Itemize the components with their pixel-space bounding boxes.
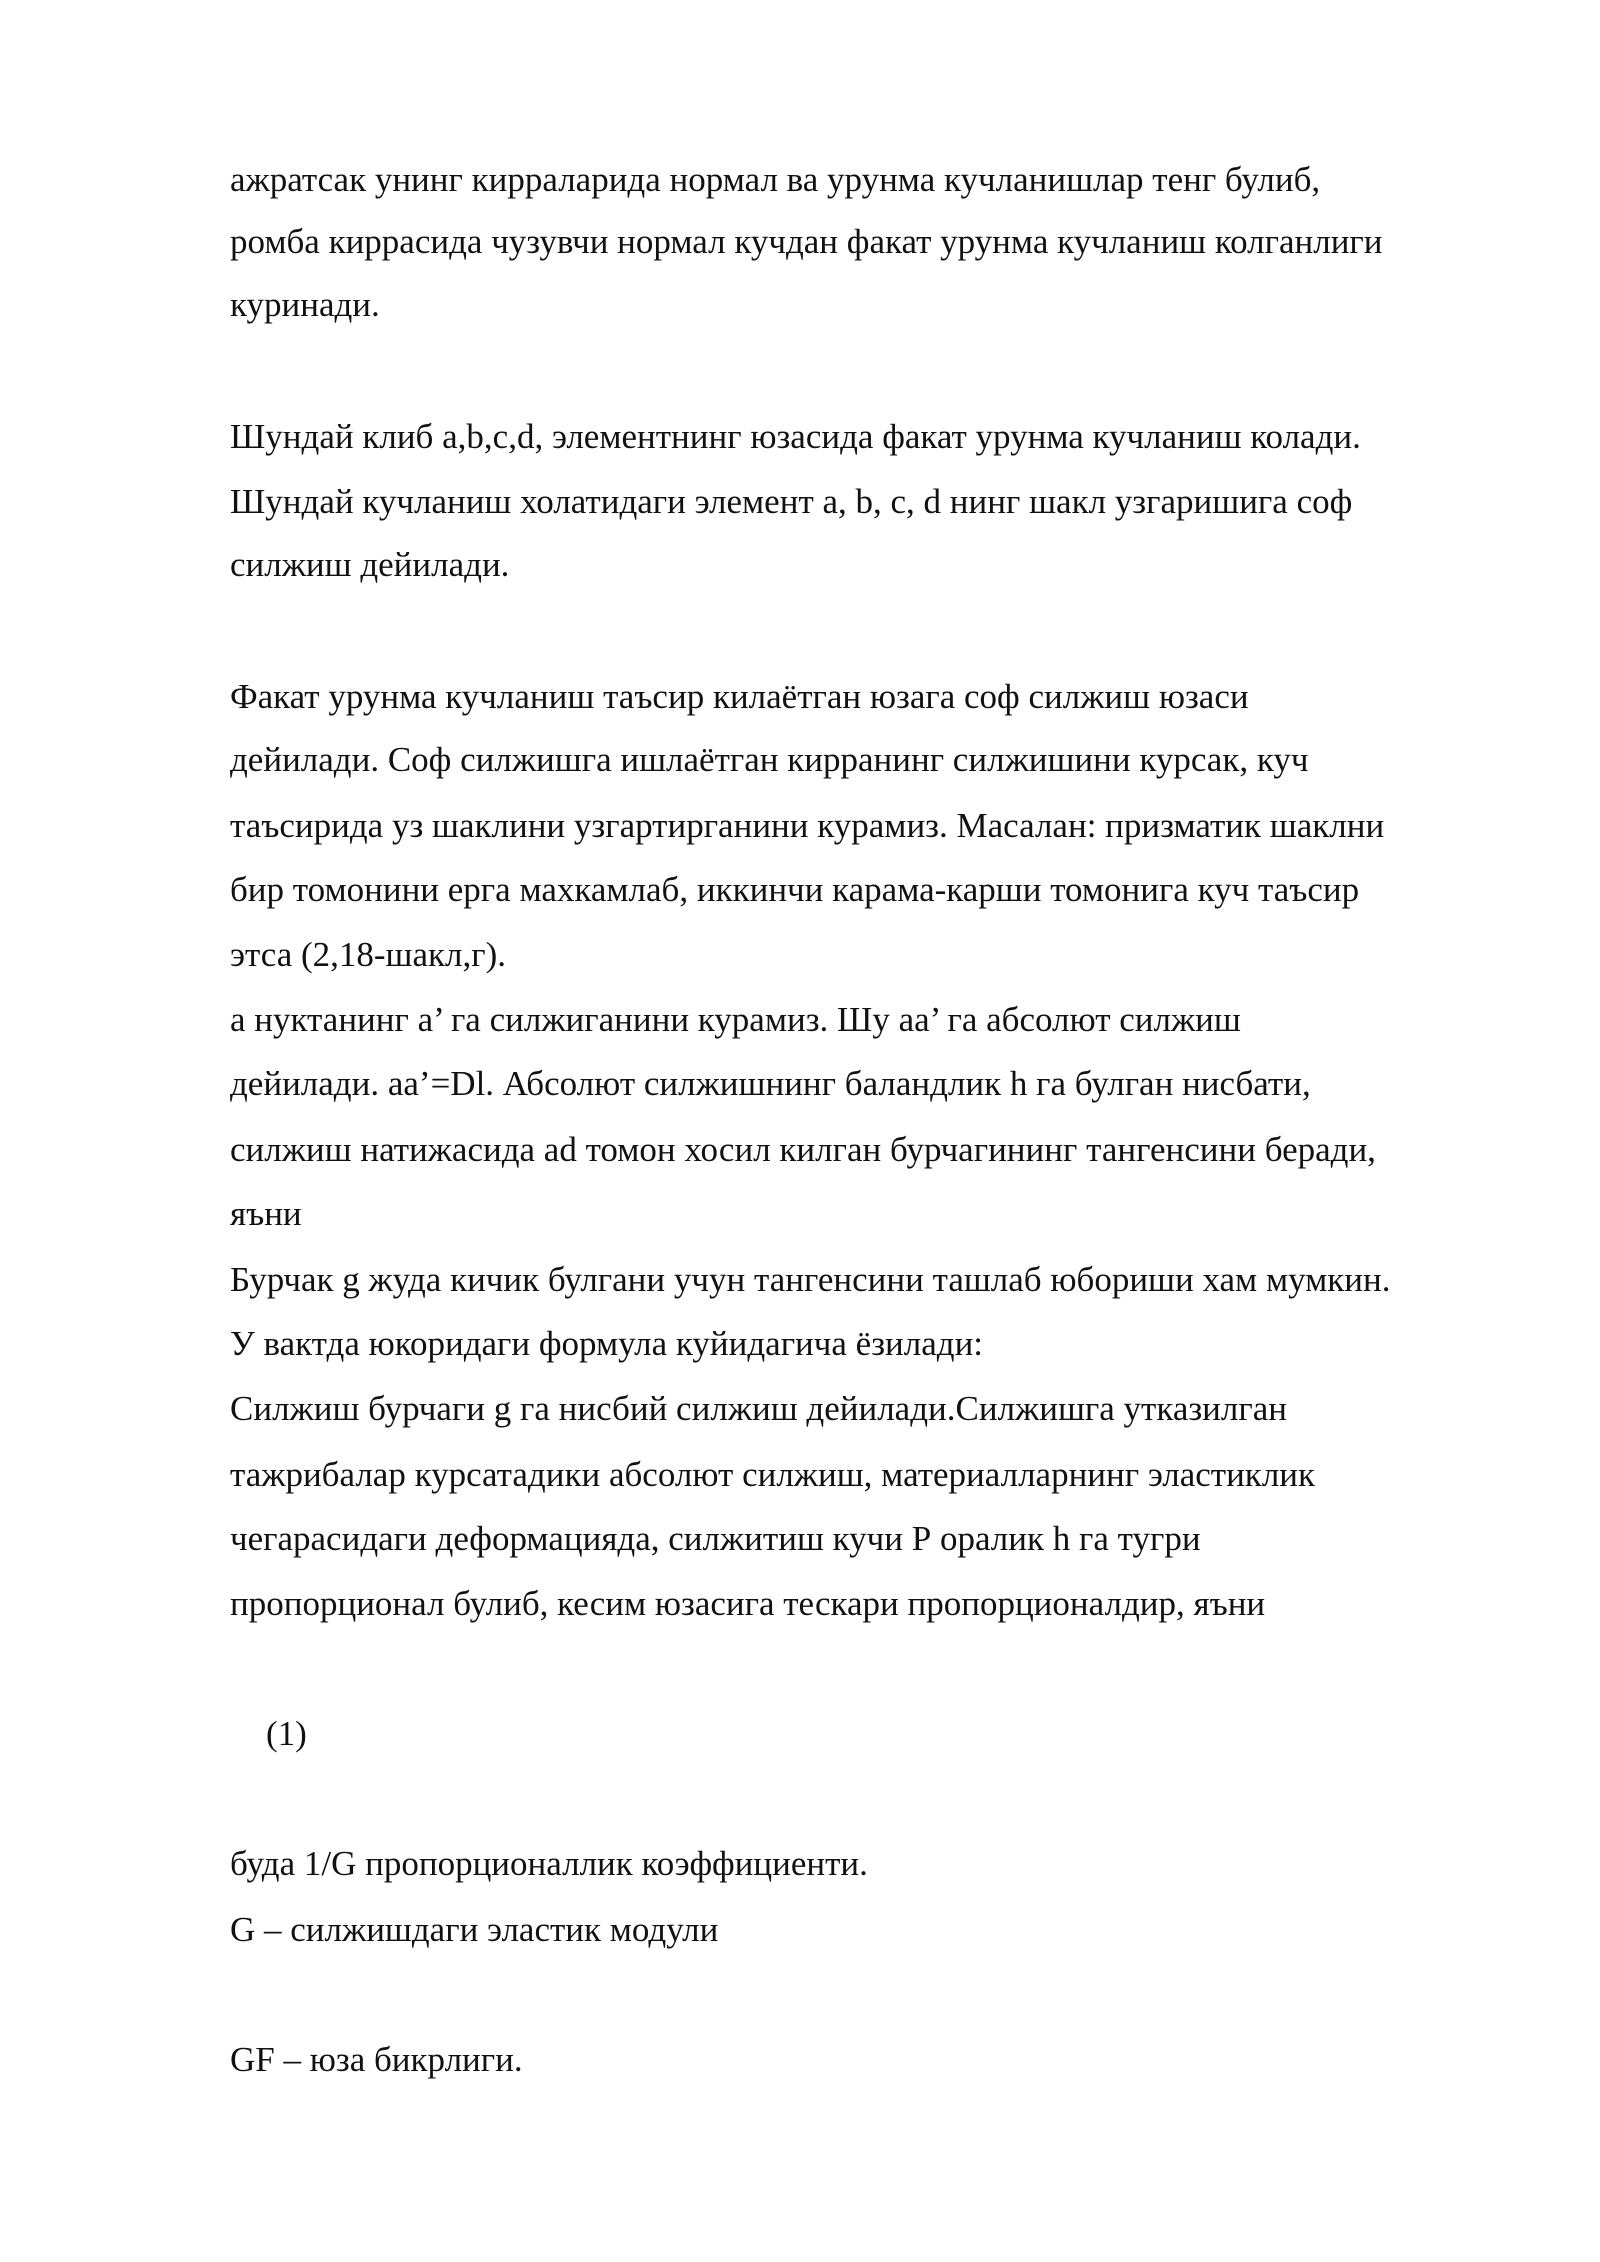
- text-line: ромба киррасида чузувчи нормал кучдан факат урунма кучланиш колганлиги: [230, 222, 1383, 261]
- text-line: дейилади. аа’=Dl. Абсолют силжишнинг баландлик h га булган нисбати,: [230, 1064, 1311, 1103]
- text-line: силжиш дейилади.: [230, 545, 510, 584]
- text-line: Факат урунма кучланиш таъсир килаётган юзага соф силжиш юзаси: [230, 677, 1249, 716]
- text-line: этса (2,18-шакл,г).: [230, 935, 507, 974]
- text-line: Шундай кучланиш холатидаги элемент a, b, c, d нинг шакл узгаришига соф: [230, 482, 1353, 521]
- text-line: Бурчак g жуда кичик булгани учун тангенсини ташлаб юбориши хам мумкин.: [230, 1260, 1391, 1299]
- text-line: силжиш натижасида ad томон хосил килган бурчагининг тангенсини беради,: [230, 1130, 1376, 1169]
- text-line: бир томонини ерга махкамлаб, иккинчи карама-карши томонига куч таъсир: [230, 870, 1360, 909]
- text-line: таъсирида уз шаклини узгартирганини курамиз. Масалан: призматик шаклни: [230, 806, 1385, 845]
- text-line: ажратсак унинг кирраларида нормал ва урунма кучланишлар тенг булиб,: [230, 160, 1321, 199]
- text-line: куринади.: [230, 285, 380, 324]
- text-line: G – силжишдаги эластик модули: [230, 1910, 719, 1949]
- text-line: яъни: [230, 1194, 302, 1233]
- text-line: тажрибалар курсатадики абсолют силжиш, материалларнинг эластиклик: [230, 1455, 1316, 1494]
- text-line: а нуктанинг а’ га силжиганини курамиз. Шу аа’ га абсолют силжиш: [230, 1000, 1241, 1039]
- text-line: Шундай клиб a,b,c,d, элементнинг юзасида факат урунма кучланиш колади.: [230, 417, 1361, 456]
- text-line: дейилади. Соф силжишга ишлаётган кирранинг силжишини курсак, куч: [230, 740, 1309, 779]
- formula-number: (1): [266, 1714, 307, 1753]
- text-line: У вактда юкоридаги формула куйидагича ёзилади:: [230, 1324, 984, 1363]
- text-line: чегарасидаги деформацияда, силжитиш кучи Р оралик h га тугри: [230, 1519, 1201, 1558]
- text-line: буда 1/G пропорционаллик коэффициенти.: [230, 1844, 868, 1883]
- text-line: пропорционал булиб, кесим юзасига тескари пропорционалдир, яъни: [230, 1584, 1266, 1623]
- text-line: Силжиш бурчаги g га нисбий силжиш дейилади.Силжишга утказилган: [230, 1389, 1287, 1428]
- text-line: GF – юза бикрлиги.: [230, 2040, 523, 2079]
